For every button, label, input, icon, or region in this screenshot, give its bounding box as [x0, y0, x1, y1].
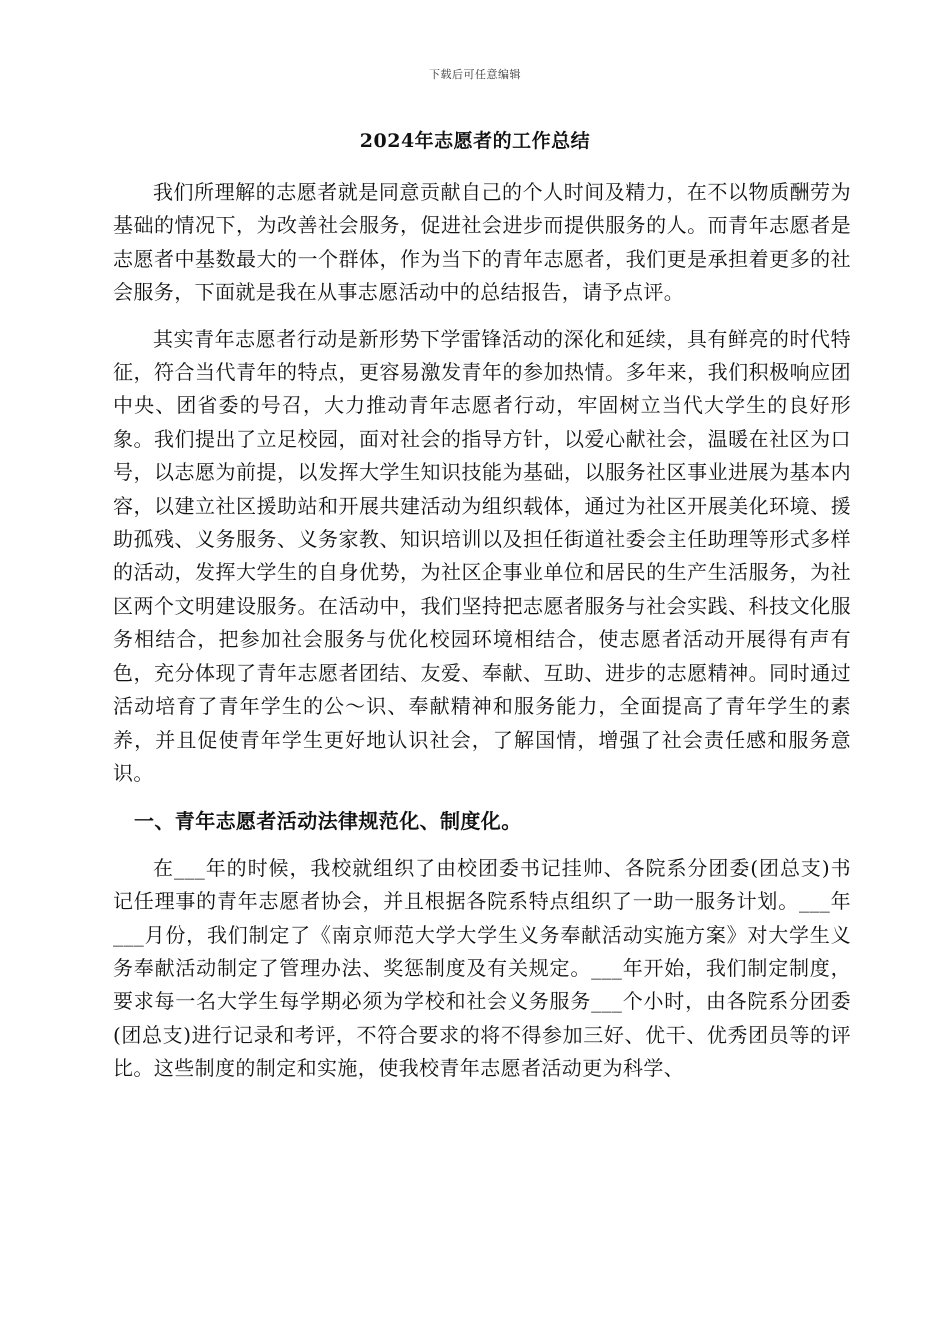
header-note: 下载后可任意编辑 [429, 68, 521, 81]
intro-paragraph: 我们所理解的志愿者就是同意贡献自己的个人时间及精力，在不以物质酬劳为基础的情况下，为改善社会服务，促进社会进步而提供服务的人。而青年志愿者是志愿者中基数最大的一个群体，作为当下的青年志愿者，我们更是承担着更多的社会服务，下面就是我在从事志愿活动中的总结报告，请予点评。 [113, 180, 851, 305]
section-paragraph: 在___年的时候，我校就组织了由校团委书记挂帅、各院系分团委(团总支)书记任理事的青年志愿者协会，并且根据各院系特点组织了一助一服务计划。___年___月份，我们制定了《南京师范大学大学生义务奉献活动实施方案》对大学生义务奉献活动制定了管理办法、奖惩制度及有关规定。___年开始，我们制定制度，要求每一名大学生每学期必须为学校和社会义务服务___个小时，由各院系分团委(团总支)进行记录和考评，不符合要求的将不得参加三好、优干、优秀团员等的评比。这些制度的制定和实施，使我校青年志愿者活动更为科学、 [113, 855, 851, 1081]
body-paragraph: 其实青年志愿者行动是新形势下学雷锋活动的深化和延续，具有鲜亮的时代特征，符合当代青年的特点，更容易激发青年的参加热情。多年来，我们积极响应团中央、团省委的号召，大力推动青年志愿者行动，牢固树立当代大学生的良好形象。我们提出了立足校园，面对社会的指导方针，以爱心献社会，温暖在社区为口号，以志愿为前提，以发挥大学生知识技能为基础，以服务社区事业进展为基本内容，以建立社区援助站和开展共建活动为组织载体，通过为社区开展美化环境、援助孤残、义务服务、义务家教、知识培训以及担任街道社委会主任助理等形式多样的活动，发挥大学生的自身优势，为社区企事业单位和居民的生产生活服务，为社区两个文明建设服务。在活动中，我们坚持把志愿者服务与社会实践、科技文化服务相结合，把参加社会服务与优化校园环境相结合，使志愿者活动开展得有声有色，充分体现了青年志愿者团结、友爱、奉献、互助、进步的志愿精神。同时通过活动培育了青年学生的公～识、奉献精神和服务能力，全面提高了青年学生的素养，并且促使青年学生更好地认识社会，了解国情，增强了社会责任感和服务意识。 [113, 326, 851, 785]
document-body [113, 176, 851, 1086]
section-heading: 一、青年志愿者活动法律规范化、制度化。 [134, 809, 522, 834]
document-title: 2024年志愿者的工作总结 [359, 130, 591, 152]
